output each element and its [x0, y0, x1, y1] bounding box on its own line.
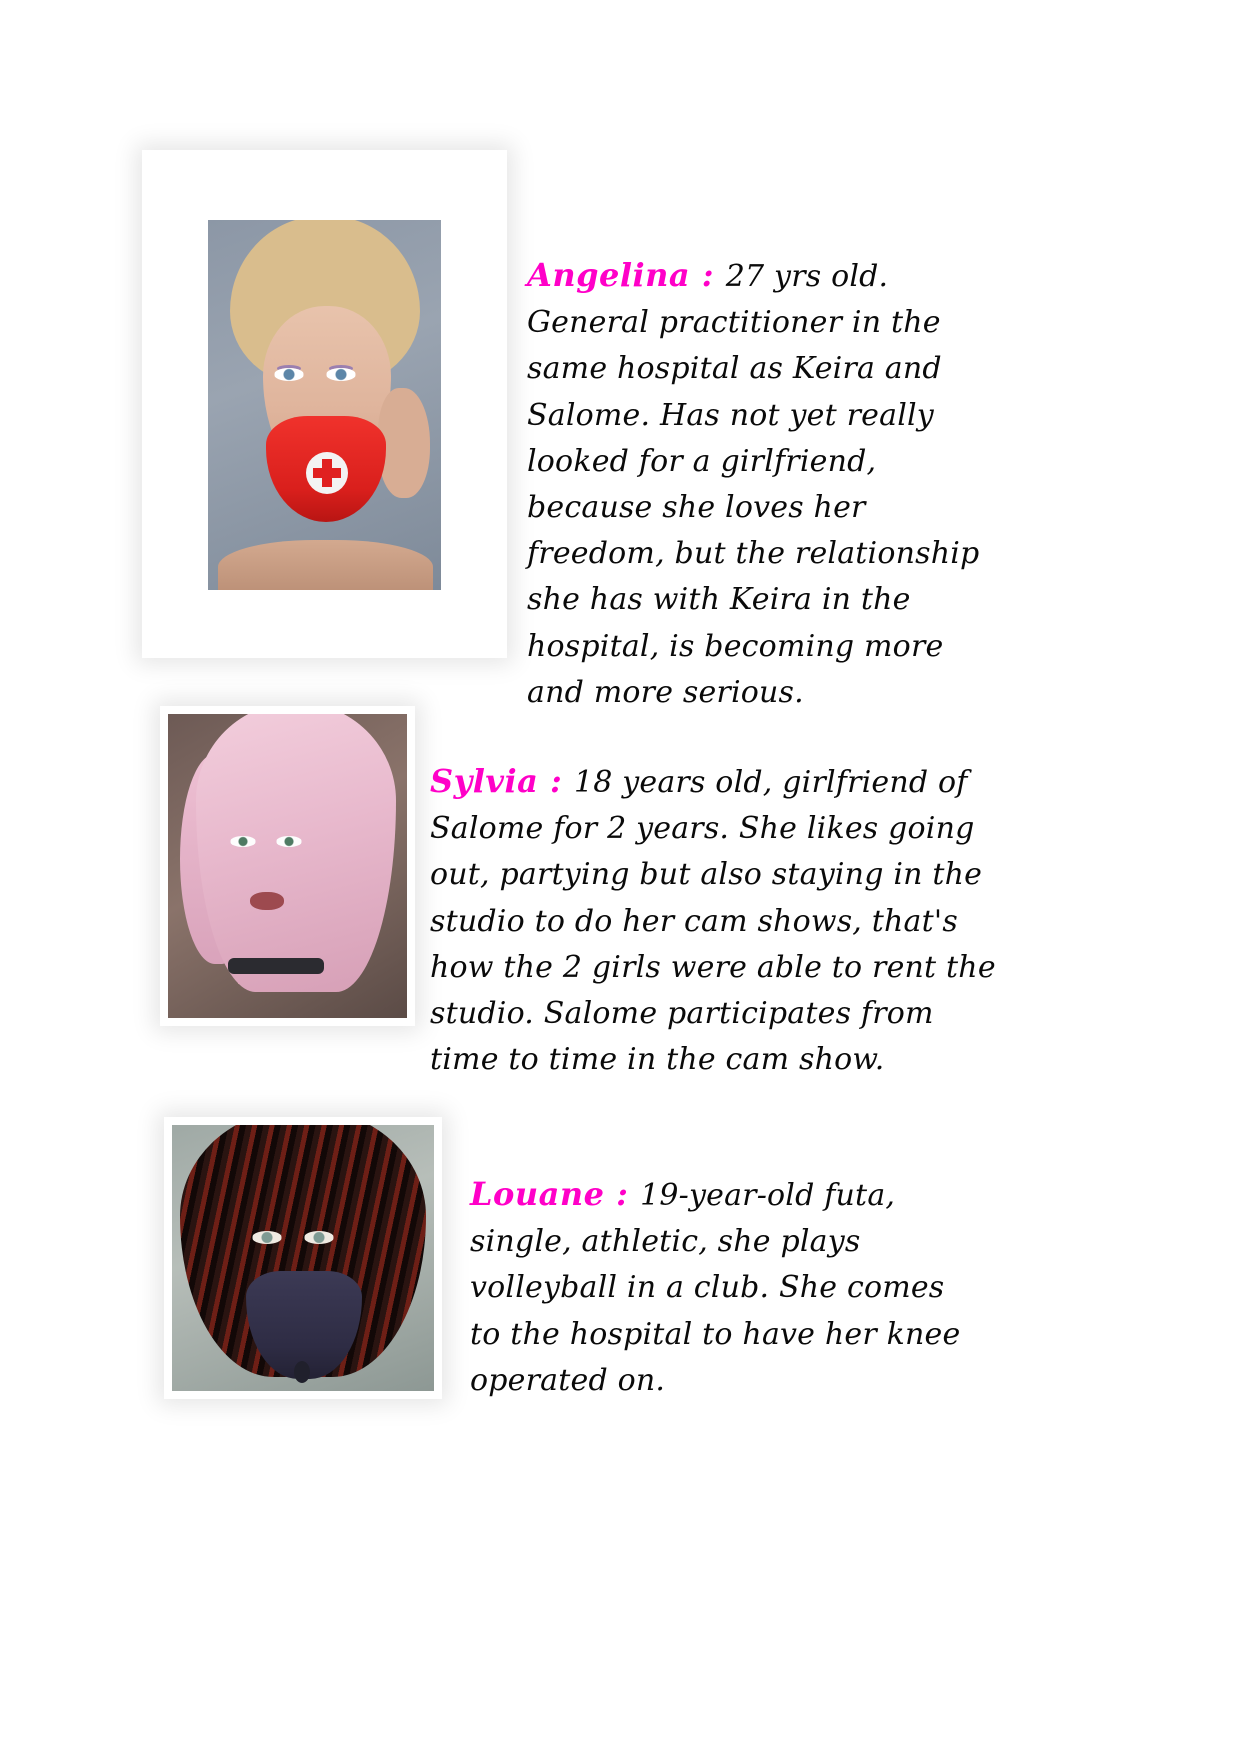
shoulder-shape: [218, 540, 433, 590]
name-separator-sylvia: :: [538, 762, 574, 800]
eye-left: [230, 836, 256, 847]
character-name-angelina: Angelina: [527, 256, 691, 294]
portrait-frame-angelina: [142, 150, 507, 658]
hair-shape: [196, 714, 396, 992]
portrait-image-angelina: [208, 220, 441, 590]
medical-mask: [266, 416, 386, 522]
eye-left: [252, 1231, 282, 1244]
portrait-frame-louane: [164, 1117, 442, 1399]
eye-right: [326, 368, 356, 381]
character-name-sylvia: Sylvia: [430, 762, 539, 800]
character-name-louane: Louane: [470, 1175, 605, 1213]
mouth-shape: [250, 892, 284, 910]
portrait-image-louane: [172, 1125, 434, 1391]
choker-accessory: [228, 958, 324, 974]
bio-body-angelina: 27 yrs old. General practitioner in the same hospital as Keira and Salome. Has not yet really looked for a girlfriend, because she loves her freedom, but the relationship she has with Keira in the hospital, is becoming more and more serious.: [527, 259, 980, 710]
eye-right: [276, 836, 302, 847]
bio-body-louane: 19-year-old futa, single, athletic, she plays volleyball in a club. She comes to the hospital to have her knee operated on.: [470, 1178, 961, 1398]
portrait-frame-sylvia: [160, 706, 415, 1026]
bio-text-sylvia: [430, 757, 1000, 1083]
name-separator-angelina: :: [690, 256, 726, 294]
character-block-angelina: [142, 150, 507, 658]
pendant-icon: [294, 1361, 310, 1383]
bio-body-sylvia: 18 years old, girlfriend of Salome for 2 years. She likes going out, partying but also staying in the studio to do her cam shows, that's how the 2 girls were able to rent the studio. Salome participates from time to time in the cam show.: [430, 765, 996, 1078]
bio-text-louane: [470, 1170, 970, 1404]
portrait-image-sylvia: [168, 714, 407, 1018]
red-cross-icon: [306, 452, 348, 494]
eye-right: [304, 1231, 334, 1244]
character-block-sylvia: [142, 690, 415, 1026]
character-block-louane: [150, 1105, 442, 1399]
bio-text-angelina: [527, 251, 994, 716]
name-separator-louane: :: [604, 1175, 641, 1213]
eye-left: [274, 368, 304, 381]
